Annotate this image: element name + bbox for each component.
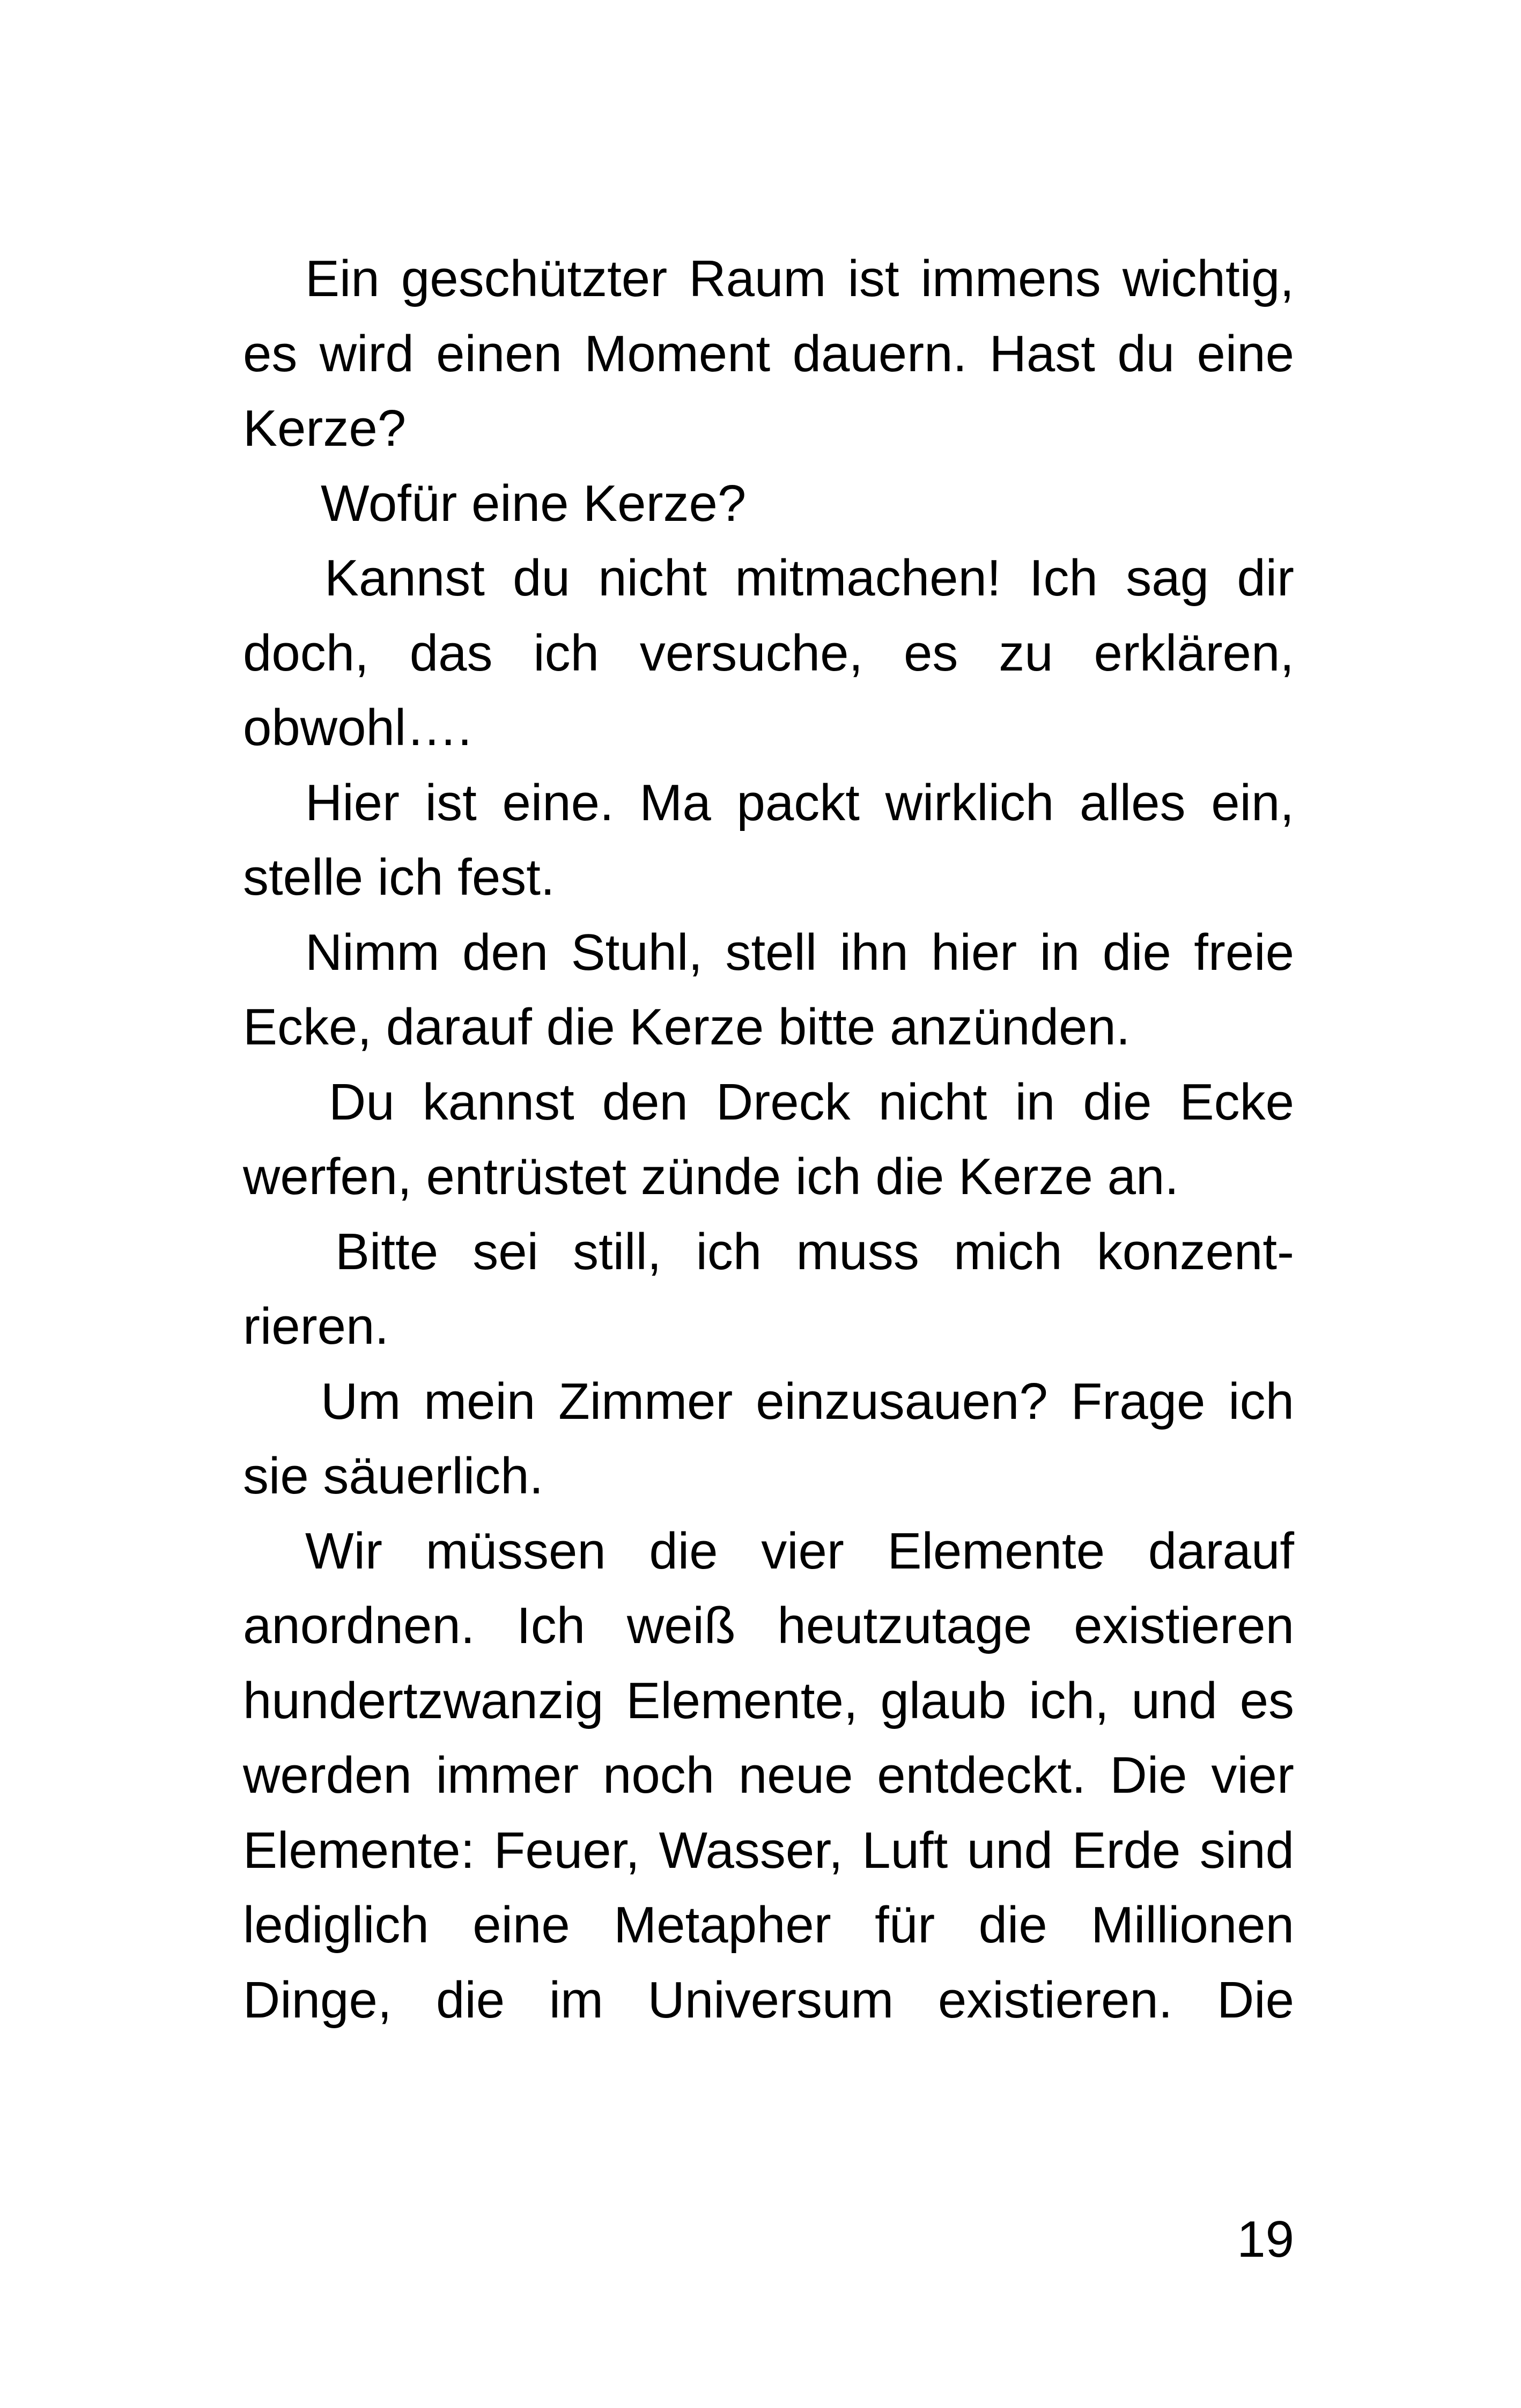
body-text [243, 241, 1294, 2037]
page-number: 19 [1237, 2211, 1294, 2268]
paragraph: Wir müssen die vier Elemente darauf anordnen. Ich weiß heutzutage existieren hundertzwanzig Elemente, glaub ich, und es werden immer noch neue entdeckt. Die vier Elemente: Feuer, Wasser, Luft und Erde sind lediglich eine Metapher für die Millionen Dinge, die im Universum existieren. Die [243, 1522, 1294, 2029]
paragraph: Du kannst den Dreck nicht in die Ecke werfen, entrüstet zünde ich die Kerze an. [243, 1073, 1294, 1205]
paragraph: Um mein Zimmer einzusauen? Frage ich sie säuerlich. [243, 1372, 1294, 1505]
paragraph: Kannst du nicht mitmachen! Ich sag dir doch, das ich versuche, es zu erklären, obwohl…. [243, 549, 1294, 756]
paragraph: Wofür eine Kerze? [321, 474, 747, 532]
paragraph: Nimm den Stuhl, stell ihn hier in die freie Ecke, darauf die Kerze bitte anzünden. [243, 923, 1294, 1056]
paragraph: Bitte sei still, ich muss mich konzentrieren. [243, 1223, 1294, 1355]
paragraph: Hier ist eine. Ma packt wirklich alles ein, stelle ich fest. [243, 774, 1294, 906]
paragraph: Ein geschützter Raum ist immens wichtig, es wird einen Moment dauern. Hast du eine Kerze? [243, 250, 1294, 457]
